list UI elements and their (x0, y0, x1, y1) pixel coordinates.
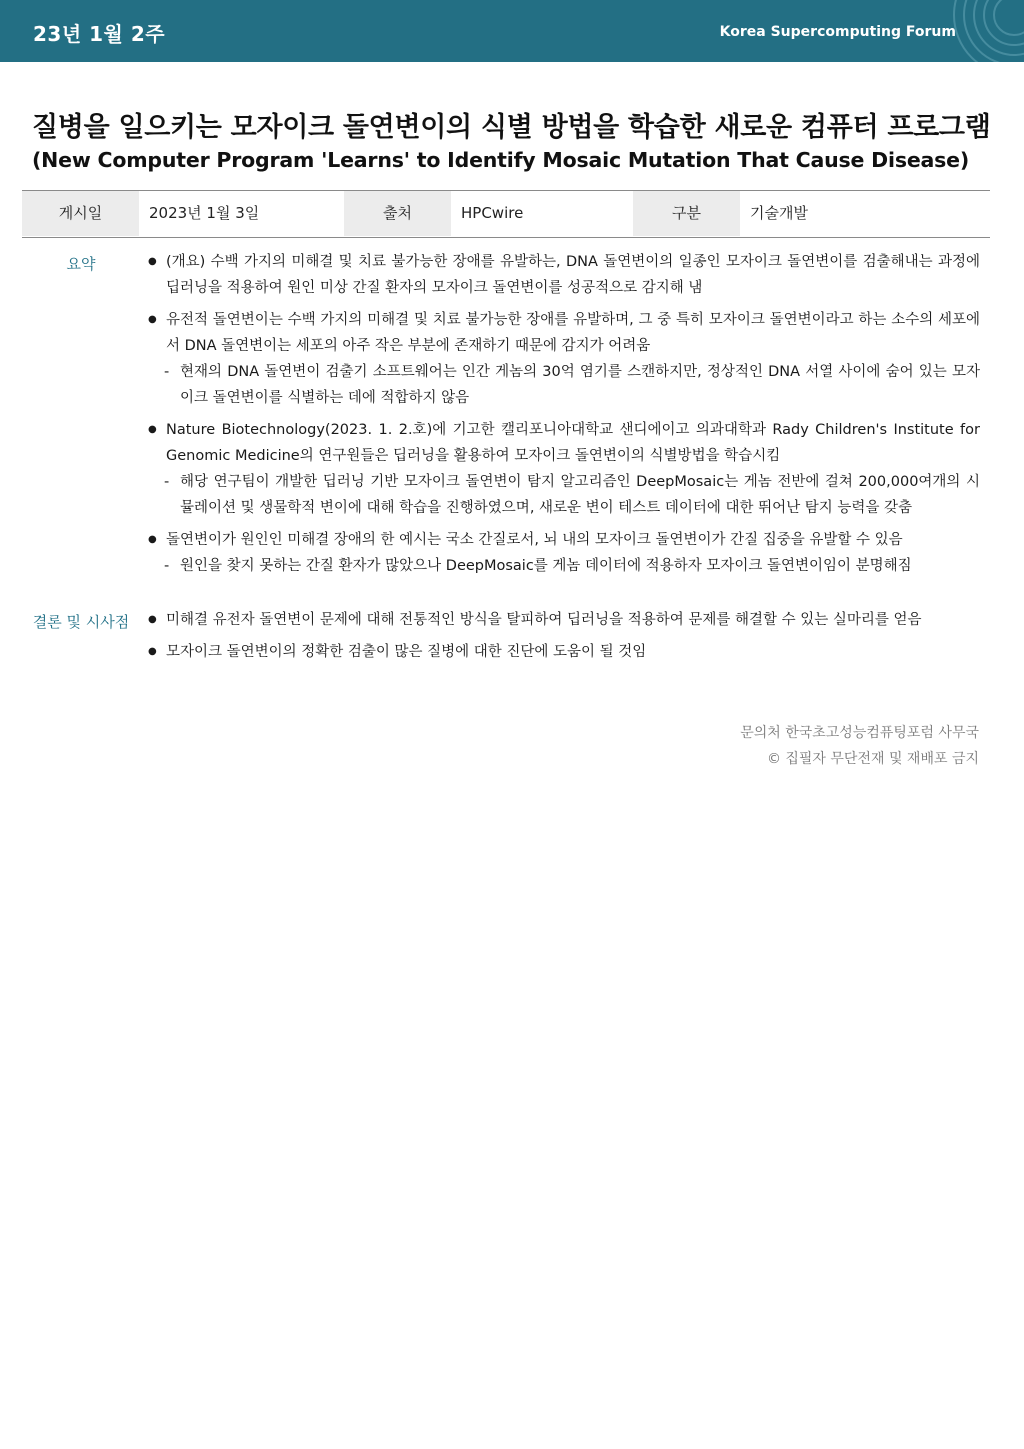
contact-info: 문의처 한국초고성능컴퓨팅포럼 사무국 (740, 725, 979, 741)
category-value: 기술개발 (750, 204, 808, 222)
posted-date-value: 2023년 1월 3일 (149, 204, 260, 222)
forum-name: Korea Supercomputing Forum (719, 24, 956, 40)
conclusion-bullet: ● 모자이크 돌연변이의 정확한 검출이 많은 질병에 대한 진단에 도움이 될 것임 (148, 639, 980, 665)
source-value: HPCwire (461, 204, 524, 222)
copyright-notice: © 집필자 무단전재 및 재배포 금지 (766, 751, 979, 767)
summary-bullet: ● 돌연변이가 원인인 미해결 장애의 한 예시는 국소 간질로서, 뇌 내의 모자이크 돌연변이가 간질 집중을 유발할 수 있음 (148, 527, 980, 553)
summary-sub-bullet: - 현재의 DNA 돌연변이 검출기 소프트웨어는 인간 게놈의 30억 염기를 스캔하지만, 정상적인 DNA 서열 사이에 숨어 있는 모자이크 돌연변이를 식별하는 데에 적합하지 않음 (148, 359, 980, 411)
conclusion-label: 결론 및 시사점 (32, 613, 130, 631)
article-title-korean: 질병을 일으키는 모자이크 돌연변이의 식별 방법을 학습한 새로운 컴퓨터 프로그램 (32, 112, 991, 143)
swirl-decoration-icon (934, 0, 1024, 62)
issue-week: 23년 1월 2주 (33, 22, 166, 46)
meta-info-table (22, 190, 990, 238)
summary-bullet: ● Nature Biotechnology(2023. 1. 2.호)에 기고한 캘리포니아대학교 샌디에이고 의과대학과 Rady Children's Institute for Genomic Medicine의 연구원들은 딥러닝을 활용하여 모자이크 돌연변이의 식별방법을 학습시킴 (148, 417, 980, 469)
summary-label: 요약 (66, 255, 96, 273)
header-bar (0, 0, 1024, 62)
article-title-english: (New Computer Program 'Learns' to Identify Mosaic Mutation That Cause Disease) (32, 148, 970, 172)
conclusion-bullet: ● 미해결 유전자 돌연변이 문제에 대해 전통적인 방식을 탈피하여 딥러닝을 적용하여 문제를 해결할 수 있는 실마리를 얻음 (148, 607, 980, 633)
conclusion-content (148, 607, 980, 665)
source-label: 출처 (344, 191, 451, 236)
summary-sub-bullet: - 원인을 찾지 못하는 간질 환자가 많았으나 DeepMosaic를 게놈 데이터에 적용하자 모자이크 돌연변이임이 분명해짐 (148, 553, 980, 579)
summary-bullet: ● 유전적 돌연변이는 수백 가지의 미해결 및 치료 불가능한 장애를 유발하며, 그 중 특히 모자이크 돌연변이라고 하는 소수의 세포에서 DNA 돌연변이는 세포의 아주 작은 부분에 존재하기 때문에 감지가 어려움 (148, 307, 980, 359)
summary-sub-bullet: - 해당 연구팀이 개발한 딥러닝 기반 모자이크 돌연변이 탐지 알고리즘인 DeepMosaic는 게놈 전반에 걸쳐 200,000여개의 시뮬레이션 및 생물학적 변이에 대해 학습을 진행하였으며, 새로운 변이 테스트 데이터에 대한 뛰어난 탐지 능력을 갖춤 (148, 469, 980, 521)
summary-bullet: ● (개요) 수백 가지의 미해결 및 치료 불가능한 장애를 유발하는, DNA 돌연변이의 일종인 모자이크 돌연변이를 검출해내는 과정에 딥러닝을 적용하여 원인 미상 간질 환자의 모자이크 돌연변이를 성공적으로 감지해 냄 (148, 249, 980, 301)
category-label: 구분 (633, 191, 740, 236)
posted-date-label: 게시일 (22, 191, 139, 236)
summary-content (148, 249, 980, 579)
